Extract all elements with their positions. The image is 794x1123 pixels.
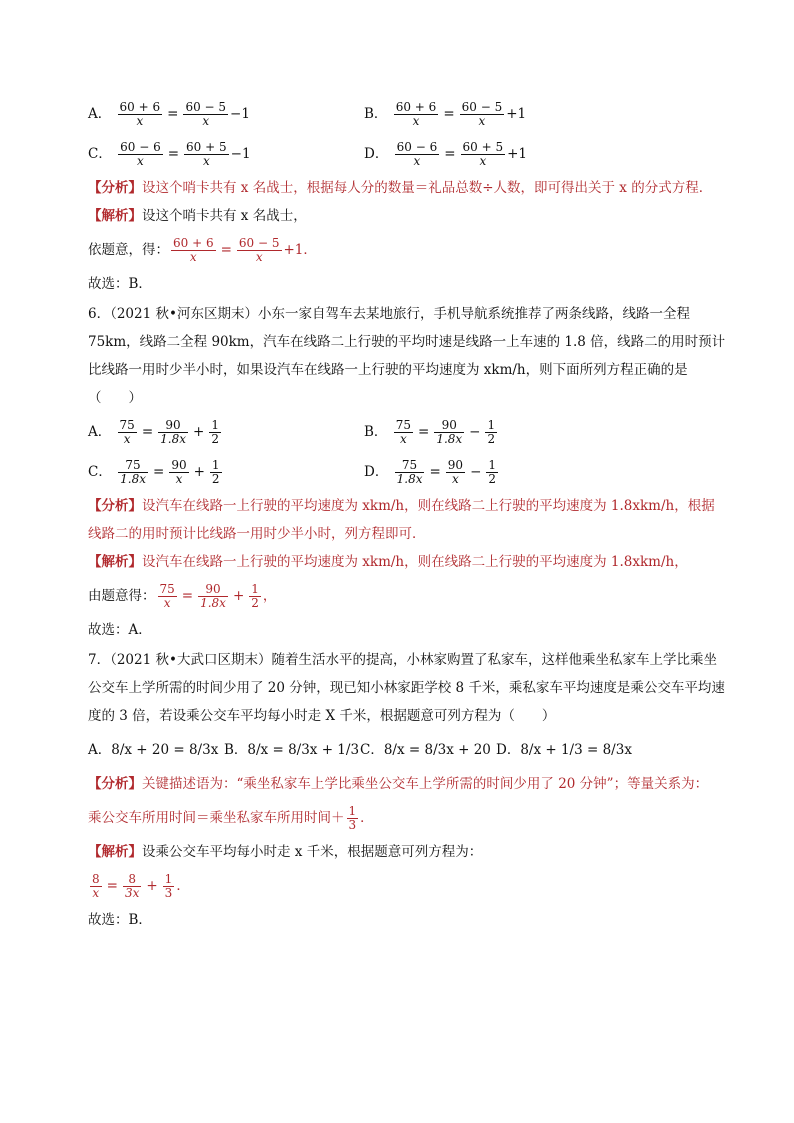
numerator: 60 − 5: [185, 100, 227, 114]
denominator: x: [446, 472, 465, 486]
fraction: [347, 805, 359, 832]
fraction: [460, 101, 505, 128]
equation-text: 乘公交车所用时间＝乘坐私家车所用时间＋: [88, 810, 345, 826]
q6-solution-equation: 由题意得： $\frac{75}{x}$ = $\frac{90}{1.8x}$ + $\frac{1}{2}$ ，: [88, 582, 277, 610]
option-text: 8/x + 20 = 8/3x: [111, 742, 219, 758]
operator: +: [232, 588, 245, 604]
fraction: [118, 459, 148, 486]
option-text: 8/x + 1/3 = 8/3x: [520, 742, 632, 758]
fraction: [209, 419, 221, 446]
denominator: x: [90, 886, 102, 900]
denominator: x: [118, 154, 163, 168]
q5-solution: [88, 202, 728, 230]
operator: −: [469, 424, 481, 440]
numerator: 90: [165, 418, 181, 432]
q6-option-d: D． $\frac{75}{1.8x}$ = $\frac{90}{x}$ − $\frac{1}{2}$: [364, 458, 497, 486]
numerator: 8: [128, 872, 136, 886]
q7-analysis-equation: 乘公交车所用时间＝乘坐私家车所用时间＋ $\frac{1}{3}$ ．: [88, 804, 374, 832]
denominator: 1.8x: [436, 432, 463, 446]
denominator: 2: [211, 472, 220, 486]
q6-options-row-2: [88, 452, 728, 492]
numerator: 60 + 5: [462, 140, 504, 154]
fraction: [434, 419, 464, 446]
tail: ，: [262, 588, 277, 604]
q5-analysis: [88, 174, 728, 202]
q5-solution-equation: 依题意，得： $\frac{60 + 6}{x}$ = $\frac{60 - 5}{x}$ +1．: [88, 236, 317, 264]
denominator: 3x: [124, 886, 140, 900]
numerator: 60 − 5: [461, 100, 503, 114]
numerator: 75: [125, 458, 141, 472]
operator: −: [470, 464, 482, 480]
denominator: 2: [487, 432, 496, 446]
fraction: [118, 141, 163, 168]
denominator: x: [394, 432, 413, 446]
fraction: [237, 237, 282, 264]
denominator: x: [118, 432, 137, 446]
numerator: 60 + 6: [173, 236, 214, 250]
option-letter: C．: [88, 146, 112, 162]
q7-analysis: [88, 770, 728, 798]
numerator: 1: [251, 582, 259, 596]
q6-stem: 6．（2021 秋•河东区期末）小东一家自驾车去某地旅行，手机导航系统推荐了两条线路，线路一全程 75km，线路二全程 90km，汽车在线路二上行驶的平均时速是线路一上车速的 1.8 倍，线路二的用时预计比线路一用时少半小时，如果设汽车在线路一上行驶的平均速度为 xkm/h，则下面所列方程正确的是（ ）: [88, 306, 726, 406]
option-letter: D．: [364, 464, 389, 480]
q7-option-b: [224, 730, 359, 770]
fraction: [184, 141, 229, 168]
q5-options-row-2: [88, 134, 728, 174]
option-letter: C．: [88, 464, 112, 480]
denominator: 1.8x: [120, 472, 146, 486]
denominator: 1.8x: [200, 596, 226, 610]
tail: +1: [506, 106, 527, 122]
analysis-text: 设这个哨卡共有 x 名战士，根据每人分的数量＝礼品总数÷人数，即可得出关于 x 的分式方程．: [142, 180, 713, 196]
tail: −1: [230, 146, 251, 162]
numerator: 90: [441, 418, 457, 432]
q6-option-c: C． $\frac{75}{1.8x}$ = $\frac{90}{x}$ + $\frac{1}{2}$: [88, 458, 220, 486]
q7-solution-equation: $\frac{8}{x}$ = $\frac{8}{3x}$ + $\frac{1}{3}$ ．: [92, 872, 190, 900]
fraction: [171, 237, 216, 264]
option-text: 8/x = 8/3x + 1/3: [247, 742, 360, 758]
numerator: 1: [488, 458, 497, 472]
solution-tag: 【解析】: [88, 844, 142, 860]
numerator: 1: [348, 804, 357, 818]
denominator: 1.8x: [396, 472, 423, 486]
analysis-tag: 【分析】: [88, 776, 142, 792]
denominator: 2: [211, 432, 219, 446]
denominator: x: [460, 114, 505, 128]
equation-prefix: 由题意得：: [88, 588, 156, 604]
operator: +: [193, 464, 205, 480]
q5-answer: 故选：B．: [88, 276, 152, 292]
fraction: [394, 419, 413, 446]
analysis-text: 设汽车在线路一上行驶的平均速度为 xkm/h，则在线路二上行驶的平均速度为 1.8xkm/h，根据线路二的用时预计比线路一用时少半小时，列方程即可．: [88, 498, 715, 542]
denominator: x: [237, 250, 282, 264]
fraction: [183, 101, 228, 128]
denominator: 3: [164, 886, 173, 900]
q7-options-row: [88, 730, 728, 770]
q7-option-a: [88, 730, 218, 770]
numerator: 1: [211, 418, 219, 432]
analysis-text: 关键描述语为：“乘坐私家车上学比乘坐公交车上学所需的时间少用了 20 分钟”；等量关系为：: [142, 776, 709, 792]
fraction: [118, 419, 137, 446]
q7-option-c: [360, 730, 491, 770]
q5-option-c: C． $\frac{60 - 6}{x}$ = $\frac{60 + 5}{x}$ −1: [88, 140, 251, 168]
fraction: [118, 101, 163, 128]
q7-option-d: [496, 730, 632, 770]
denominator: 1.8x: [160, 432, 186, 446]
denominator: x: [183, 114, 228, 128]
numerator: 1: [211, 458, 220, 472]
analysis-tag: 【分析】: [88, 180, 142, 196]
fraction: [394, 101, 439, 128]
fraction: [163, 873, 175, 900]
solution-tag: 【解析】: [88, 554, 142, 570]
option-text: 8/x = 8/3x + 20: [383, 742, 491, 758]
fraction: [395, 141, 440, 168]
tail: +1．: [283, 242, 317, 258]
denominator: x: [395, 154, 440, 168]
numerator: 60 − 6: [396, 140, 438, 154]
denominator: 3: [348, 818, 357, 832]
numerator: 75: [395, 418, 411, 432]
numerator: 8: [92, 872, 100, 886]
denominator: x: [171, 250, 216, 264]
numerator: 60 + 5: [186, 140, 227, 154]
denominator: x: [169, 472, 188, 486]
fraction: [486, 459, 498, 486]
option-letter: A．: [88, 424, 112, 440]
fraction: [90, 873, 102, 900]
numerator: 60 − 5: [238, 236, 280, 250]
denominator: x: [394, 114, 439, 128]
q6-option-b: B． $\frac{75}{x}$ = $\frac{90}{1.8x}$ − $\frac{1}{2}$: [364, 418, 496, 446]
numerator: 60 − 6: [120, 140, 161, 154]
analysis-tag: 【分析】: [88, 498, 142, 514]
option-letter: B．: [364, 424, 388, 440]
denominator: 2: [251, 596, 259, 610]
option-letter: D．: [364, 146, 389, 162]
option-letter: A．: [88, 106, 112, 122]
fraction: [395, 459, 425, 486]
equation-prefix: 依题意，得：: [88, 242, 169, 258]
denominator: x: [158, 596, 177, 610]
fraction: [158, 419, 188, 446]
denominator: 2: [488, 472, 497, 486]
fraction: [461, 141, 506, 168]
fraction: [169, 459, 188, 486]
document-page: [88, 94, 728, 934]
solution-text: 设汽车在线路一上行驶的平均速度为 xkm/h，则在线路二上行驶的平均速度为 1.8xkm/h，: [142, 554, 688, 570]
numerator: 75: [401, 458, 418, 472]
option-letter: A．: [88, 742, 112, 758]
fraction: [249, 583, 261, 610]
fraction: [446, 459, 465, 486]
q6-analysis: [88, 492, 728, 548]
q6-answer: 故选：A．: [88, 622, 152, 638]
option-letter: C．: [360, 742, 384, 758]
option-letter: D．: [496, 742, 521, 758]
tail: +1: [507, 146, 528, 162]
q7-solution: [88, 838, 728, 866]
fraction: [198, 583, 228, 610]
q5-option-b: B． $\frac{60 + 6}{x}$ = $\frac{60 - 5}{x}$ +1: [364, 100, 527, 128]
q6-solution: [88, 548, 728, 576]
operator: +: [193, 424, 205, 440]
solution-text: 设乘公交车平均每小时走 x 千米，根据题意可列方程为：: [142, 844, 483, 860]
fraction: [485, 419, 497, 446]
denominator: x: [461, 154, 506, 168]
option-letter: B．: [364, 106, 388, 122]
numerator: 90: [171, 458, 187, 472]
numerator: 75: [159, 582, 175, 596]
q5-options-row-1: [88, 94, 728, 134]
numerator: 90: [205, 582, 221, 596]
numerator: 60 + 6: [119, 100, 161, 114]
fraction: [123, 873, 141, 900]
numerator: 1: [164, 872, 173, 886]
denominator: x: [118, 114, 163, 128]
numerator: 90: [447, 458, 464, 472]
q7-stem: 7．（2021 秋•大武口区期末）随着生活水平的提高，小林家购置了私家车，这样他乘坐私家车上学比乘坐公交车上学所需的时间少用了 20 分钟，现已知小林家距学校 8 千米，乘私家车平均速度是乘公交车平均速度的 3 倍，若设乘公交车平均每小时走 X 千米，根据题意可列方程为（ ）: [88, 652, 725, 724]
tail: −1: [230, 106, 250, 122]
numerator: 75: [119, 418, 135, 432]
numerator: 1: [487, 418, 496, 432]
fraction: [210, 459, 222, 486]
q5-option-d: D． $\frac{60 - 6}{x}$ = $\frac{60 + 5}{x}$ +1: [364, 140, 528, 168]
denominator: x: [184, 154, 229, 168]
q5-option-a: A． $\frac{60 + 6}{x}$ = $\frac{60 - 5}{x}$ −1: [88, 100, 250, 128]
fraction: [158, 583, 177, 610]
solution-text: 设这个哨卡共有 x 名战士，: [142, 208, 307, 224]
q6-option-a: A． $\frac{75}{x}$ = $\frac{90}{1.8x}$ + $\frac{1}{2}$: [88, 418, 219, 446]
numerator: 60 + 6: [395, 100, 437, 114]
solution-tag: 【解析】: [88, 208, 142, 224]
option-letter: B．: [224, 742, 248, 758]
q7-answer: 故选：B．: [88, 912, 152, 928]
q6-options-row-1: [88, 412, 728, 452]
